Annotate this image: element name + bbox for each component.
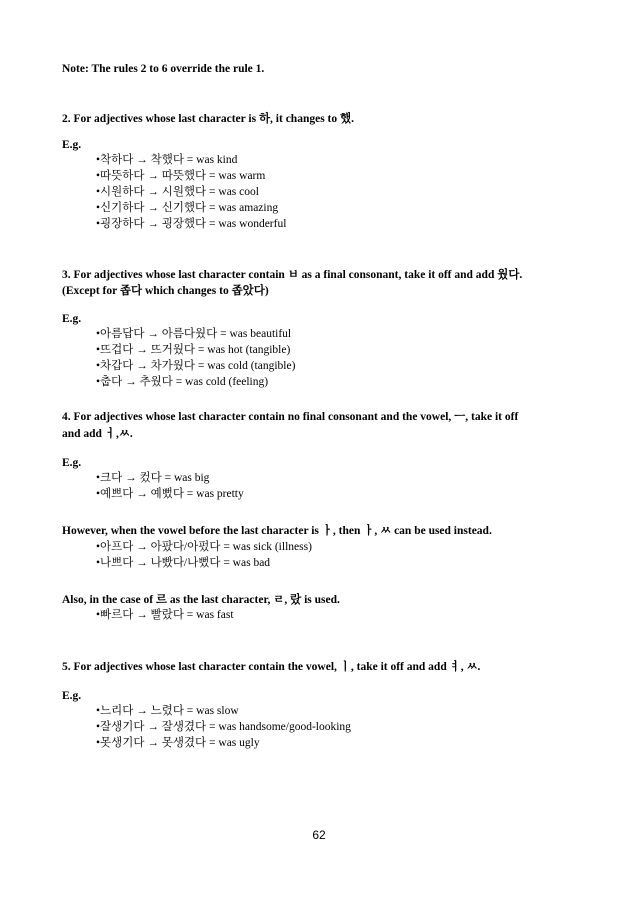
rule2-example: •착하다 → 착했다 = was kind: [96, 154, 238, 166]
rule5-eg-label: E.g.: [62, 690, 82, 702]
rule4-also-example: •빠르다 → 빨랐다 = was fast: [96, 609, 234, 621]
rule4-also-text: Also, in the case of 르 as the last character, ㄹ, 랐 is used.: [62, 594, 340, 606]
rule3-example: •뜨겁다 → 뜨거웠다 = was hot (tangible): [96, 344, 291, 356]
rule4-eg-label: E.g.: [62, 457, 82, 469]
rule5-example: •느리다 → 느렸다 = was slow: [96, 705, 239, 717]
rule3-heading-line1: 3. For adjectives whose last character contain ㅂ as a final consonant, take it off and add 웠다.: [62, 269, 523, 281]
rule4-however-example: •아프다 → 아팠다/아펐다 = was sick (illness): [96, 541, 312, 553]
rule4-example: •예쁘다 → 예뻤다 = was pretty: [96, 488, 244, 500]
rule2-example: •굉장하다 → 굉장했다 = was wonderful: [96, 218, 287, 230]
rule2-example: •신기하다 → 신기했다 = was amazing: [96, 202, 279, 214]
note-text: Note: The rules 2 to 6 override the rule 1.: [62, 63, 265, 75]
rule4-however-text: However, when the vowel before the last character is ㅏ, then ㅏ, ㅆ can be used instead.: [62, 525, 492, 537]
rule4-heading-line2: and add ㅓ,ㅆ.: [62, 428, 133, 440]
rule4-heading-line1: 4. For adjectives whose last character contain no final consonant and the vowel, ㅡ, take it off: [62, 411, 519, 423]
rule3-example: •차갑다 → 차가웠다 = was cold (tangible): [96, 360, 296, 372]
rule2-heading: 2. For adjectives whose last character is 하, it changes to 했.: [62, 113, 354, 125]
rule3-example: •춥다 → 추웠다 = was cold (feeling): [96, 376, 269, 388]
rule2-example: •시원하다 → 시원했다 = was cool: [96, 186, 259, 198]
rule3-eg-label: E.g.: [62, 313, 82, 325]
rule5-example: •못생기다 → 못생겼다 = was ugly: [96, 737, 260, 749]
rule5-heading: 5. For adjectives whose last character contain the vowel, ㅣ, take it off and add ㅕ, ㅆ.: [62, 661, 481, 673]
rule4-however-example: •나쁘다 → 나빴다/나뻤다 = was bad: [96, 557, 271, 569]
rule2-eg-label: E.g.: [62, 139, 82, 151]
rule5-example: •잘생기다 → 잘생겼다 = was handsome/good-looking: [96, 721, 351, 733]
rule3-heading-line2: (Except for 좁다 which changes to 좁았다): [62, 285, 269, 297]
rule3-example: •아름답다 → 아름다웠다 = was beautiful: [96, 328, 292, 340]
rule4-example: •크다 → 컸다 = was big: [96, 472, 210, 484]
page-number: 62: [312, 828, 326, 842]
rule2-example: •따뜻하다 → 따뜻했다 = was warm: [96, 170, 266, 182]
